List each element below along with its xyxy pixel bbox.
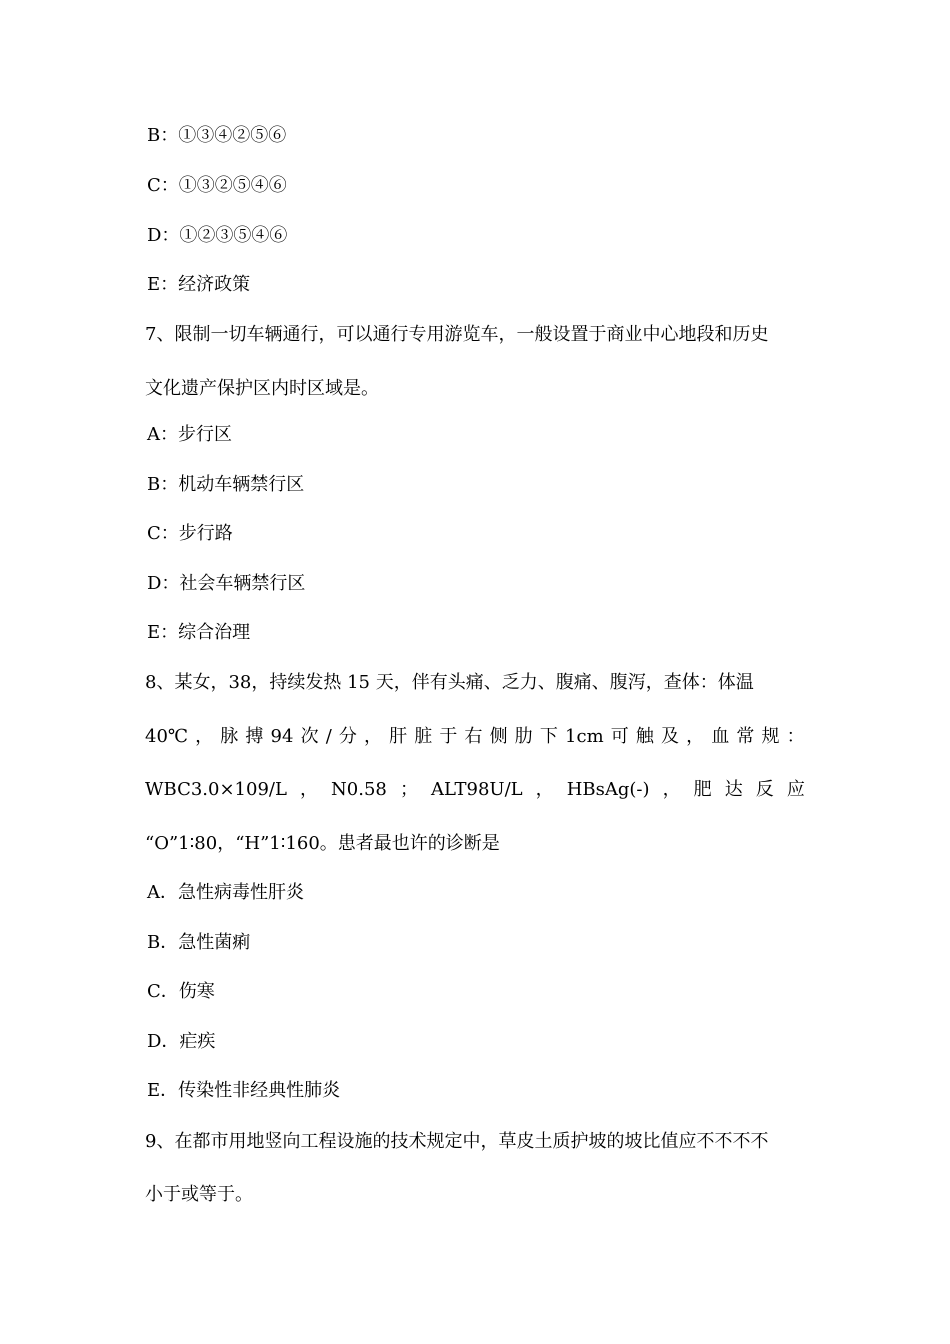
q8-l2-part: 规 [761, 726, 780, 747]
q6-option-e: E：经济政策 [147, 274, 251, 295]
q7-option-e: E：综合治理 [147, 622, 251, 643]
q8-l2-part: 于 [439, 726, 458, 747]
q8-l3-part: ， [299, 779, 318, 800]
q8-option-b: B．急性菌痢 [147, 932, 251, 953]
q8-stem-line3 [145, 778, 805, 802]
q8-l2-part: ： [786, 726, 805, 747]
q8-l2-part: 肝 [389, 726, 408, 747]
q8-option-c: C．伤寒 [147, 981, 215, 1002]
q8-option-a: A．急性病毒性肝炎 [147, 882, 304, 903]
q8-l3-part: ， [535, 779, 554, 800]
q8-l2-part: 血 [711, 726, 730, 747]
q8-l3-part: 达 [724, 779, 743, 800]
q8-l3-part: ； [399, 779, 418, 800]
q8-l2-part: ， [686, 726, 705, 747]
q8-l3-part: 反 [755, 779, 774, 800]
q8-l2-part: / [325, 726, 332, 747]
q8-l2-part: ， [364, 726, 383, 747]
q8-stem-line4: “O”1∶80，“H”1∶160。患者最也许的诊断是 [145, 833, 500, 854]
q8-l2-part: 触 [635, 726, 654, 747]
q8-l2-part: 脉 [220, 726, 239, 747]
q9-stem-line1: 9、在都市用地竖向工程设施的技术规定中，草皮土质护坡的坡比值应不不不不 [145, 1131, 769, 1152]
q8-l3-part: WBC3.0×109/L [145, 779, 287, 800]
q8-option-d: D．疟疾 [147, 1031, 216, 1052]
q7-option-a: A：步行区 [147, 424, 232, 445]
q8-l3-part: ALT98U/L [431, 779, 523, 800]
q8-l2-part: 及 [661, 726, 680, 747]
q7-option-b: B：机动车辆禁行区 [147, 474, 305, 495]
q8-option-e: E．传染性非经典性肺炎 [147, 1080, 341, 1101]
q6-option-d: D：①②③⑤④⑥ [147, 225, 288, 246]
q9-stem-line2: 小于或等于。 [145, 1184, 253, 1205]
q8-l2-part: 分 [338, 726, 357, 747]
q8-l2-part: 下 [539, 726, 558, 747]
q8-l2-part: 脏 [414, 726, 433, 747]
q8-l3-part: HBsAg(-) [566, 779, 650, 800]
q8-l3-part: 肥 [693, 779, 712, 800]
q7-stem-line1: 7、限制一切车辆通行，可以通行专用游览车，一般设置于商业中心地段和历史 [145, 324, 769, 345]
q7-stem-line2: 文化遗产保护区内时区域是。 [145, 378, 379, 399]
q8-l3-part: ， [662, 779, 681, 800]
q8-l2-part: 肋 [514, 726, 533, 747]
q8-l2-part: 常 [736, 726, 755, 747]
q6-option-c: C：①③②⑤④⑥ [147, 175, 287, 196]
q8-l2-part: 可 [610, 726, 629, 747]
q8-l2-part: 右 [464, 726, 483, 747]
q8-l2-part: ， [195, 726, 214, 747]
q6-option-b: B：①③④②⑤⑥ [147, 125, 287, 146]
q8-l2-part: 94 [270, 726, 294, 747]
q8-l2-part: 次 [300, 726, 319, 747]
q8-stem-line2 [145, 725, 805, 749]
q8-l2-part: 40℃ [145, 726, 189, 747]
q8-l3-part: 应 [786, 779, 805, 800]
q8-stem-line1: 8、某女，38，持续发热 15 天，伴有头痛、乏力、腹痛、腹泻，查体：体温 [145, 672, 754, 693]
q8-l2-part: 1cm [565, 726, 604, 747]
q7-option-c: C：步行路 [147, 523, 233, 544]
q8-l2-part: 搏 [245, 726, 264, 747]
q8-l3-part: N0.58 [331, 779, 387, 800]
q8-l2-part: 侧 [489, 726, 508, 747]
q7-option-d: D：社会车辆禁行区 [147, 573, 306, 594]
